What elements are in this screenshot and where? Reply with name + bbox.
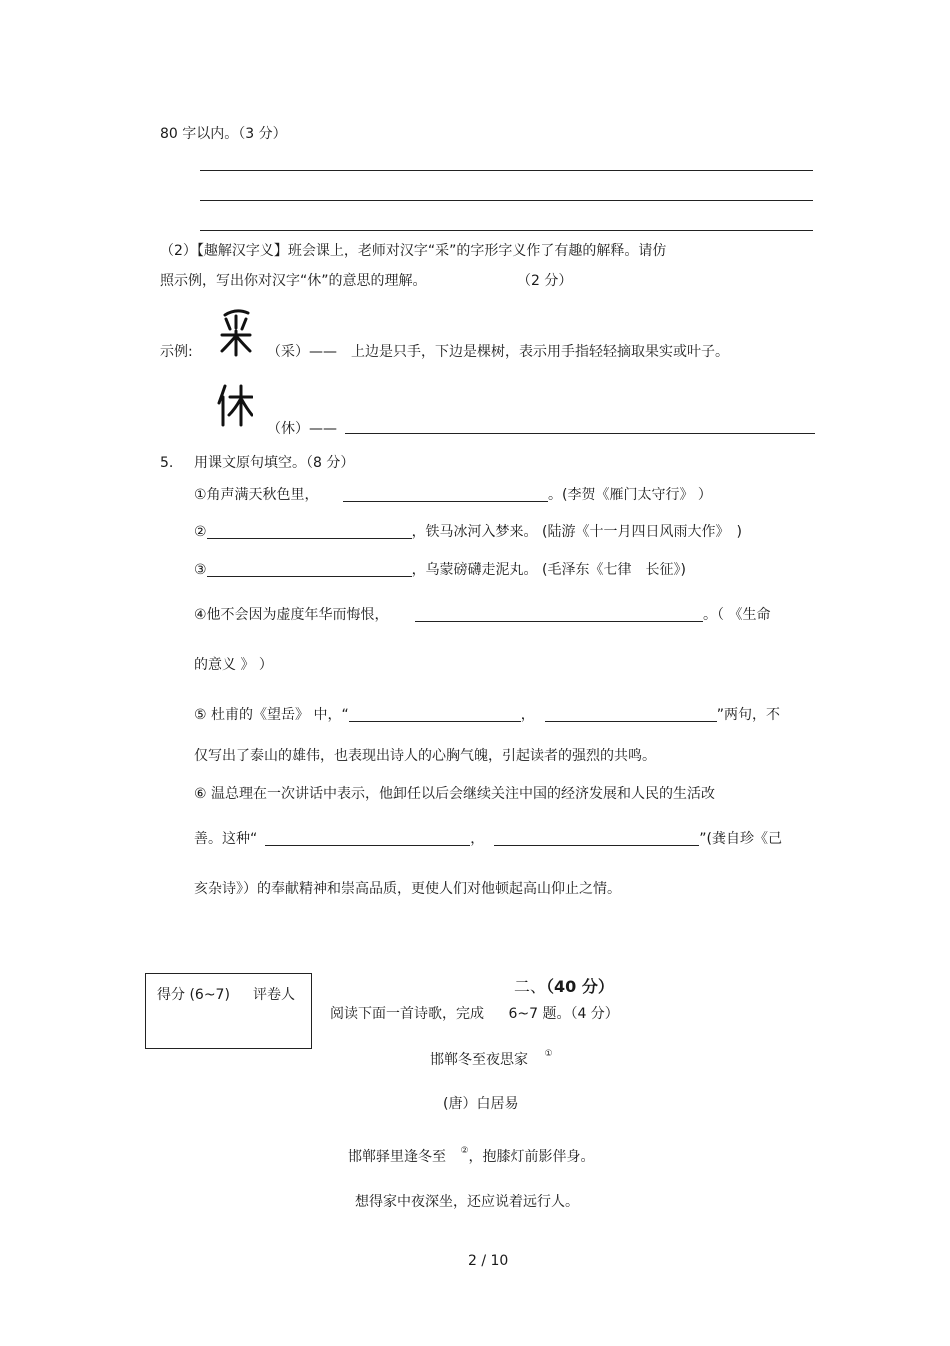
item-6-pre: 善。这种“ bbox=[194, 831, 258, 847]
q5-item-1 bbox=[194, 486, 712, 504]
grader-label: 评卷人 bbox=[253, 987, 295, 1003]
example-label: 示例: bbox=[160, 344, 193, 360]
item-4-post: 。（ 《生命 bbox=[703, 607, 771, 623]
section-title-prefix: 二、 bbox=[514, 977, 547, 996]
item-6-post: ”(龚自珍《己 bbox=[699, 831, 782, 847]
item-2-post: ，铁马冰河入梦来。 (陆游《十一月四日风雨大作》 ) bbox=[411, 524, 742, 540]
intro-a: 阅读下面一首诗歌，完成 bbox=[330, 1006, 484, 1022]
score-box bbox=[145, 973, 312, 1049]
section-intro bbox=[330, 1005, 619, 1023]
q5-item-4 bbox=[194, 606, 770, 624]
score-label: 得分 (6~7) bbox=[157, 987, 230, 1003]
blank-2[interactable] bbox=[207, 524, 412, 539]
blank-5a[interactable] bbox=[349, 707, 521, 722]
q4-part2-line2: 照示例，写出你对汉字“休”的意思的理解。 bbox=[160, 273, 427, 289]
line1-b: ，抱膝灯前影伴身。 bbox=[468, 1149, 595, 1165]
xiu-text: （休）—— bbox=[267, 421, 337, 437]
item-6-mid: ， bbox=[470, 831, 485, 847]
item-4-pre: ④他不会因为虚度年华而悔恨， bbox=[194, 607, 389, 623]
item-6-cont: 亥杂诗》）的奉献精神和崇高品质，更使人们对他顿起高山仰止之情。 bbox=[194, 881, 621, 897]
answer-line[interactable] bbox=[200, 170, 813, 171]
blank-6b[interactable] bbox=[494, 831, 699, 846]
item-5-pre: ⑤ 杜甫的《望岳》 中，“ bbox=[194, 707, 349, 723]
item-5-mid: ， bbox=[520, 707, 535, 723]
answer-line[interactable] bbox=[200, 200, 813, 201]
q5-item-2 bbox=[194, 523, 742, 541]
page-number: 2 / 10 bbox=[468, 1253, 509, 1269]
intro-b: 6~7 题。（4 分） bbox=[508, 1006, 619, 1022]
item-6-line1: ⑥ 温总理在一次讲话中表示，他卸任以后会继续关注中国的经济发展和人民的生活改 bbox=[194, 786, 715, 802]
item-1-post: 。(李贺《雁门太守行》 ） bbox=[548, 487, 712, 503]
item-5-post: ”两句，不 bbox=[716, 707, 780, 723]
blank-6a[interactable] bbox=[265, 831, 470, 846]
section-title bbox=[514, 978, 614, 996]
seal-cai-icon bbox=[219, 307, 253, 357]
item-5-cont: 仅写出了泰山的雄伟，也表现出诗人的心胸气魄，引起读者的强烈的共鸣。 bbox=[194, 748, 656, 764]
poem-line-1 bbox=[348, 1142, 595, 1166]
q5-item-6 bbox=[194, 830, 782, 848]
poem-line-2: 想得家中夜深坐，还应说着远行人。 bbox=[355, 1194, 579, 1210]
blank-4[interactable] bbox=[415, 607, 703, 622]
q4-part2-score: （2 分） bbox=[517, 273, 573, 289]
blank-5b[interactable] bbox=[545, 707, 717, 722]
section-title-score: （40 分） bbox=[546, 977, 614, 996]
item-3-pre: ③ bbox=[194, 562, 207, 578]
q5-item-5 bbox=[194, 706, 780, 724]
blank-3[interactable] bbox=[207, 562, 412, 577]
item-1-pre: ①角声满天秋色里， bbox=[194, 487, 319, 503]
answer-line[interactable] bbox=[200, 230, 813, 231]
item-2-pre: ② bbox=[194, 524, 207, 540]
q4-part2-line1: （2）【趣解汉字义】班会课上，老师对汉字“采”的字形字义作了有趣的解释。请仿 bbox=[160, 243, 667, 259]
item-3-post: ，乌蒙磅礴走泥丸。 (毛泽东《七律 长征》) bbox=[411, 562, 686, 578]
q4-part1-tail: 80 字以内。（3 分） bbox=[160, 126, 287, 142]
poem-author: (唐）白居易 bbox=[443, 1096, 519, 1112]
xiu-answer-line[interactable] bbox=[345, 433, 815, 434]
poem-title-note: ① bbox=[544, 1049, 553, 1059]
line1-note: ② bbox=[460, 1146, 469, 1156]
q5-item-3 bbox=[194, 561, 686, 579]
poem-title bbox=[430, 1045, 553, 1069]
q5-title: 用课文原句填空。（8 分） bbox=[194, 455, 355, 471]
blank-1[interactable] bbox=[343, 487, 548, 502]
seal-xiu-icon bbox=[217, 383, 253, 427]
poem-title-text: 邯郸冬至夜思家 bbox=[430, 1052, 528, 1068]
line1-a: 邯郸驿里逢冬至 bbox=[348, 1149, 446, 1165]
item-4-cont: 的意义 》 ） bbox=[194, 657, 273, 673]
example-text: （采）—— 上边是只手，下边是棵树，表示用手指轻轻摘取果实或叶子。 bbox=[267, 344, 729, 360]
q5-number: 5. bbox=[160, 455, 174, 471]
